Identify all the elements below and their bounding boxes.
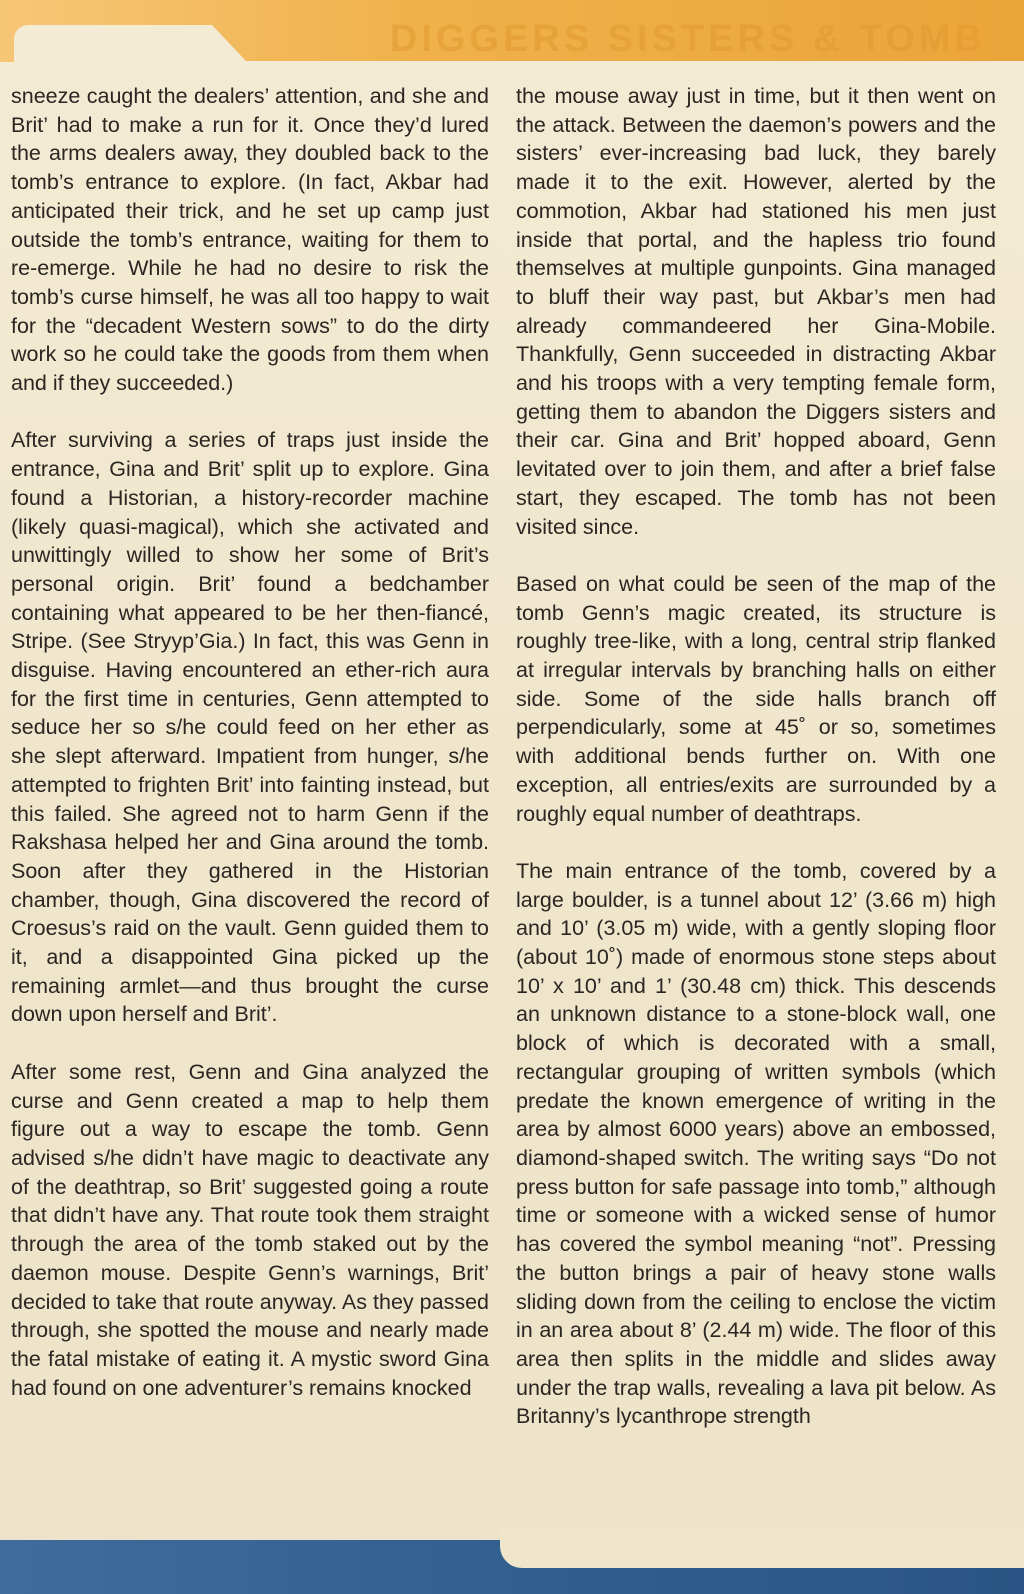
paragraph: Based on what could be seen of the map of the tomb Genn’s magic created, its structure is roughly tree-like, with a long, central strip flanked at irregular intervals by branching halls on either side. Some of the side halls branch off perpendicularly, some at 45˚ or so, sometimes with additional bends further on. With one exception, all entries/exits are surrounded by a roughly equal number of deathtraps. bbox=[516, 571, 996, 826]
footer-tab bbox=[500, 1528, 1024, 1568]
paragraph: sneeze caught the dealers’ attention, and she and Brit’ had to make a run for it. Once they’d lured the arms dealers away, they doubled back to the tomb’s entrance to explore. (In fact, Akbar had anticipated their trick, and he set up camp just outside the tomb’s entrance, waiting for them to re-emerge. While he had no desire to risk the tomb’s curse himself, he was all too happy to wait for the “decadent Western sows” to do the dirty work so he could take the goods from them when and if they succeeded.) bbox=[11, 84, 489, 396]
left-column bbox=[11, 82, 489, 1402]
header-title: DIGGERS SISTERS & TOMB bbox=[389, 18, 986, 60]
paragraph: After surviving a series of traps just inside the entrance, Gina and Brit’ split up to explore. Gina found a Historian, a history-recorder machine (likely quasi-magical), which she activated and unwittingly willed to show her some of Brit’s personal origin. Brit’ found a bedchamber containing what appeared to be her then-fiancé, Stripe. (See Stryyp’Gia.) In fact, this was Genn in disguise. Having encountered an ether-rich aura for the first time in centuries, Genn attempted to seduce her so s/he could feed on her ether as she slept afterward. Impatient from hunger, s/he attempted to frighten Brit’ into fainting instead, but this failed. She agreed not to harm Genn if the Rakshasa helped her and Gina around the tomb. Soon after they gathered in the Historian chamber, though, Gina discovered the record of Croesus’s raid on the vault. Genn guided them to it, and a disappointed Gina picked up the remaining armlet—and thus brought the curse down upon herself and Brit’. bbox=[11, 428, 489, 1027]
paragraph: After some rest, Genn and Gina analyzed the curse and Genn created a map to help them figure out a way to escape the tomb. Genn advised s/he didn’t have magic to deactivate any of the deathtrap, so Brit’ suggested going a route that didn’t have any. That route took them straight through the area of the tomb staked out by the daemon mouse. Despite Genn’s warnings, Brit’ decided to take that route anyway. As they passed through, she spotted the mouse and nearly made the fatal mistake of eating it. A mystic sword Gina had found on one adventurer’s remains knocked bbox=[11, 1059, 489, 1400]
right-column bbox=[516, 82, 996, 1431]
paragraph: The main entrance of the tomb, covered by a large boulder, is a tunnel about 12’ (3.66 m) high and 10’ (3.05 m) wide, with a gently sloping floor (about 10˚) made of enormous stone steps about 10’ x 10’ and 1’ (30.48 cm) thick. This descends an unknown distance to a stone-block wall, one block of which is decorated with a small, rectangular grouping of written symbols (which predate the known emergence of writing in the area by almost 6000 years) above an embossed, diamond-shaped switch. The writing says “Do not press button for safe passage into tomb,” although time or someone with a wicked sense of humor has covered the symbol meaning “not”. Pressing the button brings a pair of heavy stone walls sliding down from the ceiling to enclose the victim in an area about 8’ (2.44 m) wide. The floor of this area then splits in the middle and slides away under the trap walls, revealing a lava pit below. As Britanny’s lycanthrope strength bbox=[516, 858, 996, 1429]
paragraph: the mouse away just in time, but it then went on the attack. Between the daemon’s powers and the sisters’ ever-increasing bad luck, they barely made it to the exit. However, alerted by the commotion, Akbar had stationed his men just inside that portal, and the hapless trio found themselves at multiple gunpoints. Gina managed to bluff their way past, but Akbar’s men had already commandeered her Gina-Mobile. Thankfully, Genn succeeded in distracting Akbar and his troops with a very tempting female form, getting them to abandon the Diggers sisters and their car. Gina and Brit’ hopped aboard, Genn levitated over to join them, and after a brief false start, they escaped. The tomb has not been visited since. bbox=[516, 84, 996, 539]
